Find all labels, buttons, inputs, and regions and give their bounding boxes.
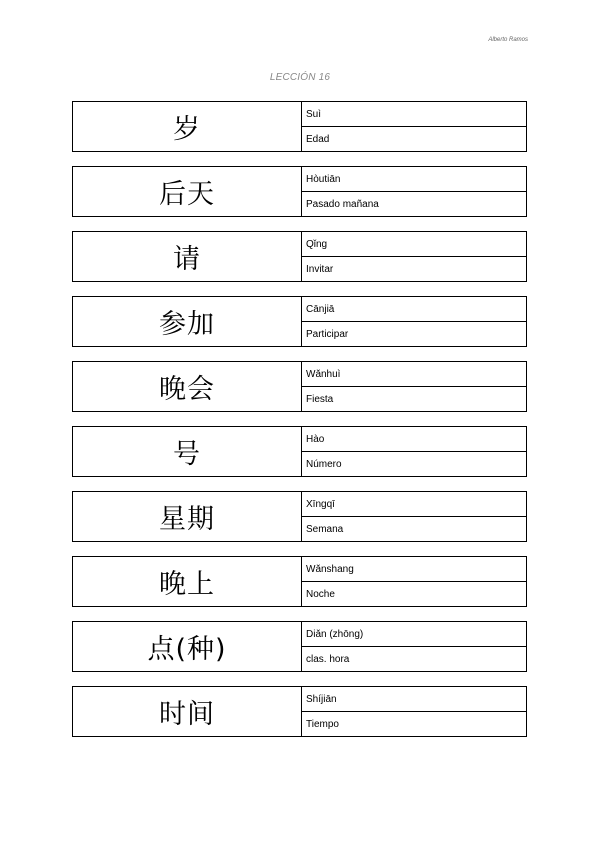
vocab-card [72,621,527,672]
hanzi-cell: 参加 [73,297,302,346]
vocabulary-list [72,101,527,751]
meaning-text: Noche [306,588,335,600]
hanzi-cell: 点(种) [73,622,302,671]
vocab-card [72,556,527,607]
vocab-card [72,166,527,217]
pinyin-text: Shíjiān [302,687,526,712]
vocab-card [72,361,527,412]
pinyin-text: Hòutiān [302,167,526,192]
meaning-text: clas. hora [306,653,350,665]
hanzi-cell: 晚会 [73,362,302,411]
meaning-text: Fiesta [306,393,334,405]
pinyin-text: Hào [302,427,526,452]
meaning-text: Semana [306,523,344,535]
pinyin-text: Cānjiā [302,297,526,322]
hanzi-cell: 时间 [73,687,302,736]
meaning-text: Participar [306,328,349,340]
vocab-card [72,101,527,152]
hanzi-cell: 岁 [73,102,302,151]
hanzi-cell: 晚上 [73,557,302,606]
pinyin-text: Suì [302,102,526,127]
pinyin-text: Qǐng [302,232,526,257]
hanzi-cell: 星期 [73,492,302,541]
details-cell [302,622,526,671]
meaning-text: Tiempo [306,718,339,730]
meaning-text: Pasado mañana [306,198,379,210]
hanzi-cell: 后天 [73,167,302,216]
pinyin-text: Xīngqī [302,492,526,517]
details-cell [302,297,526,346]
vocab-card [72,686,527,737]
pinyin-text: Diǎn (zhōng) [302,622,526,647]
details-cell [302,492,526,541]
pinyin-text: Wǎnhuì [302,362,526,387]
hanzi-cell: 请 [73,232,302,281]
details-cell [302,167,526,216]
meaning-text: Edad [306,133,330,145]
meaning-text: Invitar [306,263,334,275]
pinyin-text: Wǎnshang [302,557,526,582]
hanzi-cell: 号 [73,427,302,476]
vocab-card [72,426,527,477]
details-cell [302,232,526,281]
vocab-card [72,296,527,347]
details-cell [302,557,526,606]
details-cell [302,102,526,151]
details-cell [302,362,526,411]
lesson-title: LECCIÓN 16 [269,72,331,83]
details-cell [302,687,526,736]
details-cell [302,427,526,476]
author-name: Alberto Ramos [488,37,528,43]
vocab-card [72,231,527,282]
meaning-text: Número [306,458,342,470]
vocab-card [72,491,527,542]
